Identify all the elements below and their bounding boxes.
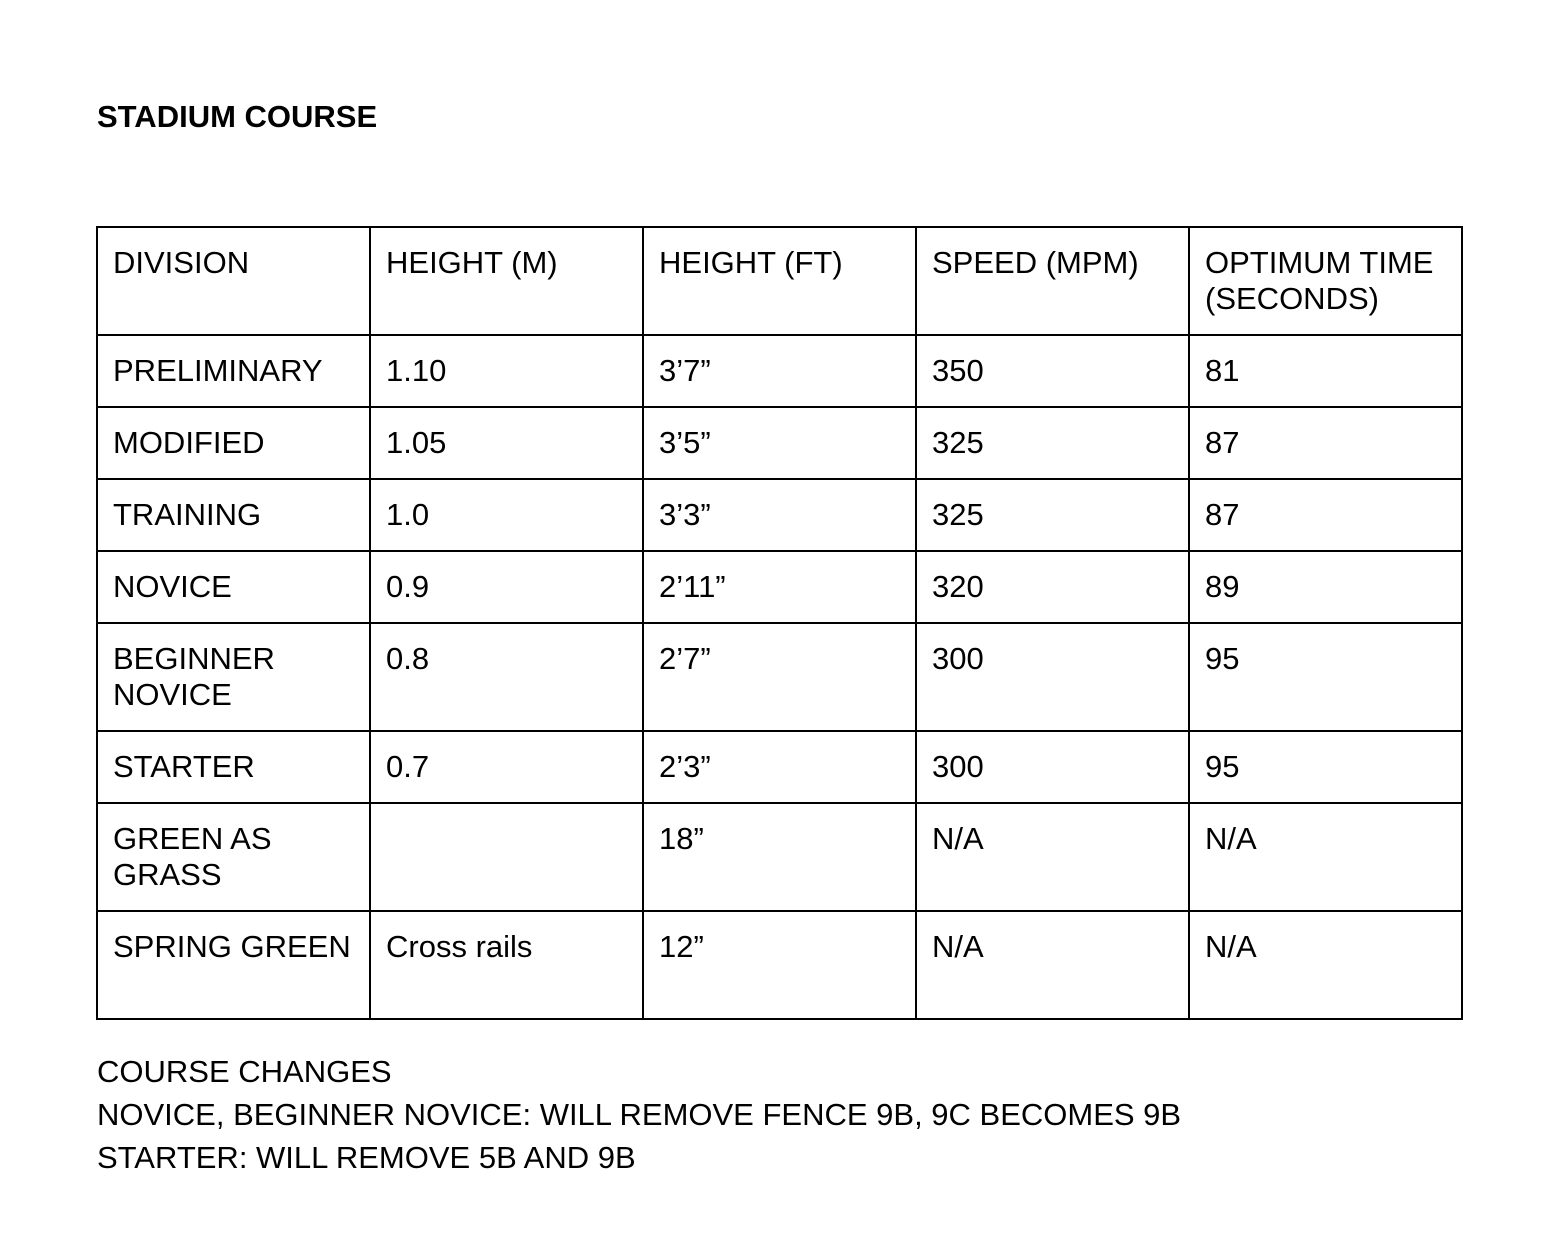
table-cell: 18” [643,803,916,911]
table-cell: 2’7” [643,623,916,731]
table-row [97,551,1462,623]
table-cell: 0.9 [370,551,643,623]
table-cell: 2’11” [643,551,916,623]
course-changes-notes [97,1050,1181,1179]
table-cell: MODIFIED [97,407,370,479]
table-cell: N/A [916,803,1189,911]
table-cell: 3’7” [643,335,916,407]
table-cell: NOVICE [97,551,370,623]
table-row [97,623,1462,731]
table-cell: STARTER [97,731,370,803]
table-cell: N/A [1189,803,1462,911]
page-title: STADIUM COURSE [97,99,378,134]
table-cell [370,803,643,911]
table-cell: 300 [916,731,1189,803]
table-cell: 3’3” [643,479,916,551]
table-row [97,731,1462,803]
table-row [97,911,1462,1019]
table-row [97,479,1462,551]
notes-line: STARTER: WILL REMOVE 5B AND 9B [97,1140,636,1175]
table-cell: 95 [1189,731,1462,803]
table-cell: 95 [1189,623,1462,731]
table-cell: 1.05 [370,407,643,479]
table-cell: 350 [916,335,1189,407]
table-cell: 300 [916,623,1189,731]
table-cell: 0.8 [370,623,643,731]
table-cell: N/A [916,911,1189,1019]
table-cell: 89 [1189,551,1462,623]
header-cell: DIVISION [97,227,370,335]
table-cell: 320 [916,551,1189,623]
table-cell: TRAINING [97,479,370,551]
notes-heading: COURSE CHANGES [97,1054,392,1089]
table-row [97,407,1462,479]
table-cell: PRELIMINARY [97,335,370,407]
table-cell: GREEN AS GRASS [97,803,370,911]
table-cell: BEGINNER NOVICE [97,623,370,731]
table-cell: 87 [1189,407,1462,479]
table-header-row [97,227,1462,335]
table-cell: 1.10 [370,335,643,407]
notes-line: NOVICE, BEGINNER NOVICE: WILL REMOVE FENCE 9B, 9C BECOMES 9B [97,1097,1182,1132]
table-cell: 87 [1189,479,1462,551]
table-cell: 325 [916,407,1189,479]
table-row [97,335,1462,407]
table-cell: 12” [643,911,916,1019]
header-cell: HEIGHT (M) [370,227,643,335]
table-cell: N/A [1189,911,1462,1019]
table-cell: 2’3” [643,731,916,803]
table-cell: SPRING GREEN [97,911,370,1019]
table-cell: Cross rails [370,911,643,1019]
header-cell: OPTIMUM TIME (SECONDS) [1189,227,1462,335]
table-cell: 1.0 [370,479,643,551]
header-cell: HEIGHT (FT) [643,227,916,335]
stadium-course-table [96,226,1463,1020]
table-cell: 3’5” [643,407,916,479]
table-cell: 81 [1189,335,1462,407]
table-cell: 0.7 [370,731,643,803]
table-row [97,803,1462,911]
header-cell: SPEED (MPM) [916,227,1189,335]
table-cell: 325 [916,479,1189,551]
